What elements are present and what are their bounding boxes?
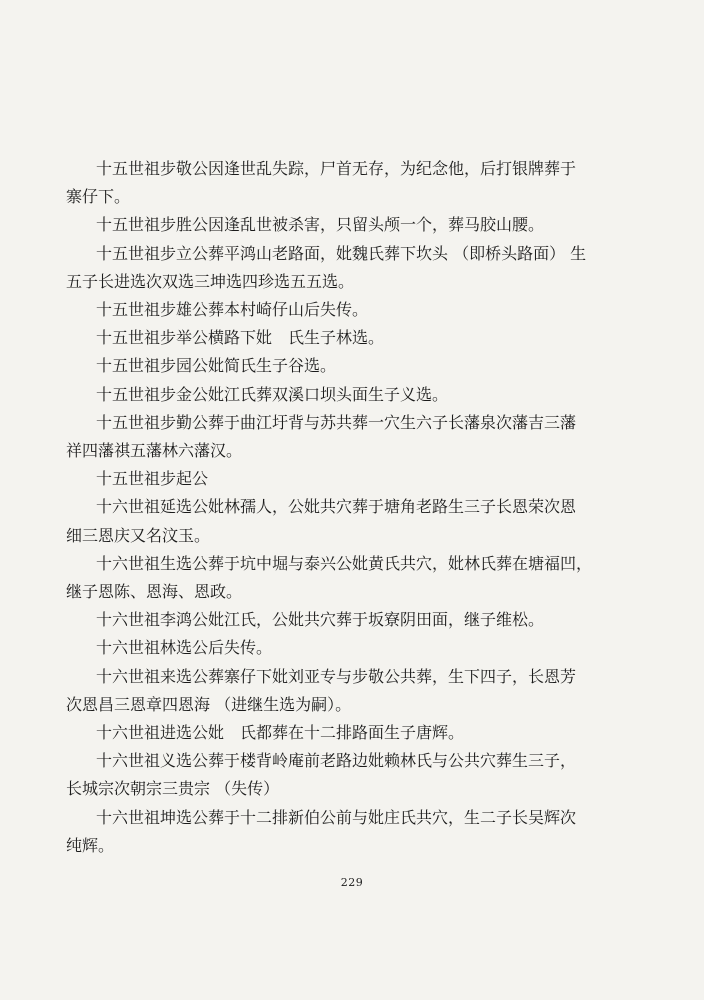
page-number: 229 xyxy=(340,876,364,889)
text-line: 寨仔下。 xyxy=(66,187,131,207)
text-line: 十五世祖步起公 xyxy=(96,469,209,489)
paragraph xyxy=(66,155,596,211)
text-line: 十五世祖步举公横路下妣 氏生子林选。 xyxy=(96,328,385,348)
text-line: 十六世祖林选公后失传。 xyxy=(96,638,273,658)
text-line: 十五世祖步雄公葬本村崎仔山后失传。 xyxy=(96,300,369,320)
paragraph xyxy=(66,747,596,803)
text-line: 次恩昌三恩章四恩海 （进继生选为嗣）。 xyxy=(66,694,352,714)
paragraph xyxy=(66,240,596,296)
text-line: 十五世祖步胜公因逢乱世被杀害，只留头颅一个，葬马胶山腰。 xyxy=(96,215,545,235)
paragraph xyxy=(66,804,596,860)
text-line: 十五世祖步园公妣简氏生子谷选。 xyxy=(96,356,337,376)
text-line: 十五世祖步勤公葬于曲江圩背与苏共葬一穴生六子长藩泉次藩吉三藩 xyxy=(96,412,577,432)
genealogy-body-text xyxy=(66,155,596,860)
text-line: 十六世祖义选公葬于楼背岭庵前老路边妣赖林氏与公共穴葬生三子， xyxy=(96,751,577,771)
text-line: 十五世祖步敬公因逢世乱失踪，尸首无存，为纪念他，后打银牌葬于 xyxy=(96,159,577,178)
paragraph xyxy=(96,719,596,747)
paragraph xyxy=(66,493,596,549)
text-line: 细三恩庆又名汶玉。 xyxy=(66,525,211,545)
text-line: 十五世祖步金公妣江氏葬双溪口坝头面生子义选。 xyxy=(96,384,449,404)
text-line: 十五世祖步立公葬平鸿山老路面，妣魏氏葬下坎头 （即桥头路面） 生 xyxy=(96,243,587,263)
text-line: 十六世祖李鸿公妣江氏，公妣共穴葬于坂寮阴田面，继子维松。 xyxy=(96,610,545,630)
paragraph xyxy=(66,409,596,465)
text-line: 十六世祖延选公妣林孺人，公妣共穴葬于塘角老路生三子长恩荣次恩 xyxy=(96,497,577,517)
paragraph xyxy=(96,324,596,352)
paragraph xyxy=(96,465,596,493)
text-line: 祥四藩祺五藩林六藩汉。 xyxy=(66,441,243,461)
paragraph xyxy=(96,381,596,409)
paragraph xyxy=(66,663,596,719)
text-line: 纯辉。 xyxy=(66,835,115,855)
paragraph xyxy=(96,352,596,380)
text-line: 长城宗次朝宗三贵宗 （失传） xyxy=(66,779,280,799)
text-line: 五子长进选次双选三坤选四珍选五五选。 xyxy=(66,271,355,291)
paragraph xyxy=(96,606,596,634)
text-line: 十六世祖来选公葬寨仔下妣刘亚专与步敬公共葬，生下四子，长恩芳 xyxy=(96,666,577,686)
text-line: 十六世祖进选公妣 氏都葬在十二排路面生子唐辉。 xyxy=(96,723,465,743)
paragraph xyxy=(96,211,596,239)
text-line: 继子恩陈、恩海、恩政。 xyxy=(66,582,243,602)
text-line: 十六世祖生选公葬于坑中堀与泰兴公妣黄氏共穴，妣林氏葬在塘福凹， xyxy=(96,553,593,573)
paragraph xyxy=(96,634,596,662)
paragraph xyxy=(66,550,596,606)
text-line: 十六世祖坤选公葬于十二排新伯公前与妣庄氏共穴，生二子长吴辉次 xyxy=(96,807,577,827)
paragraph xyxy=(96,296,596,324)
